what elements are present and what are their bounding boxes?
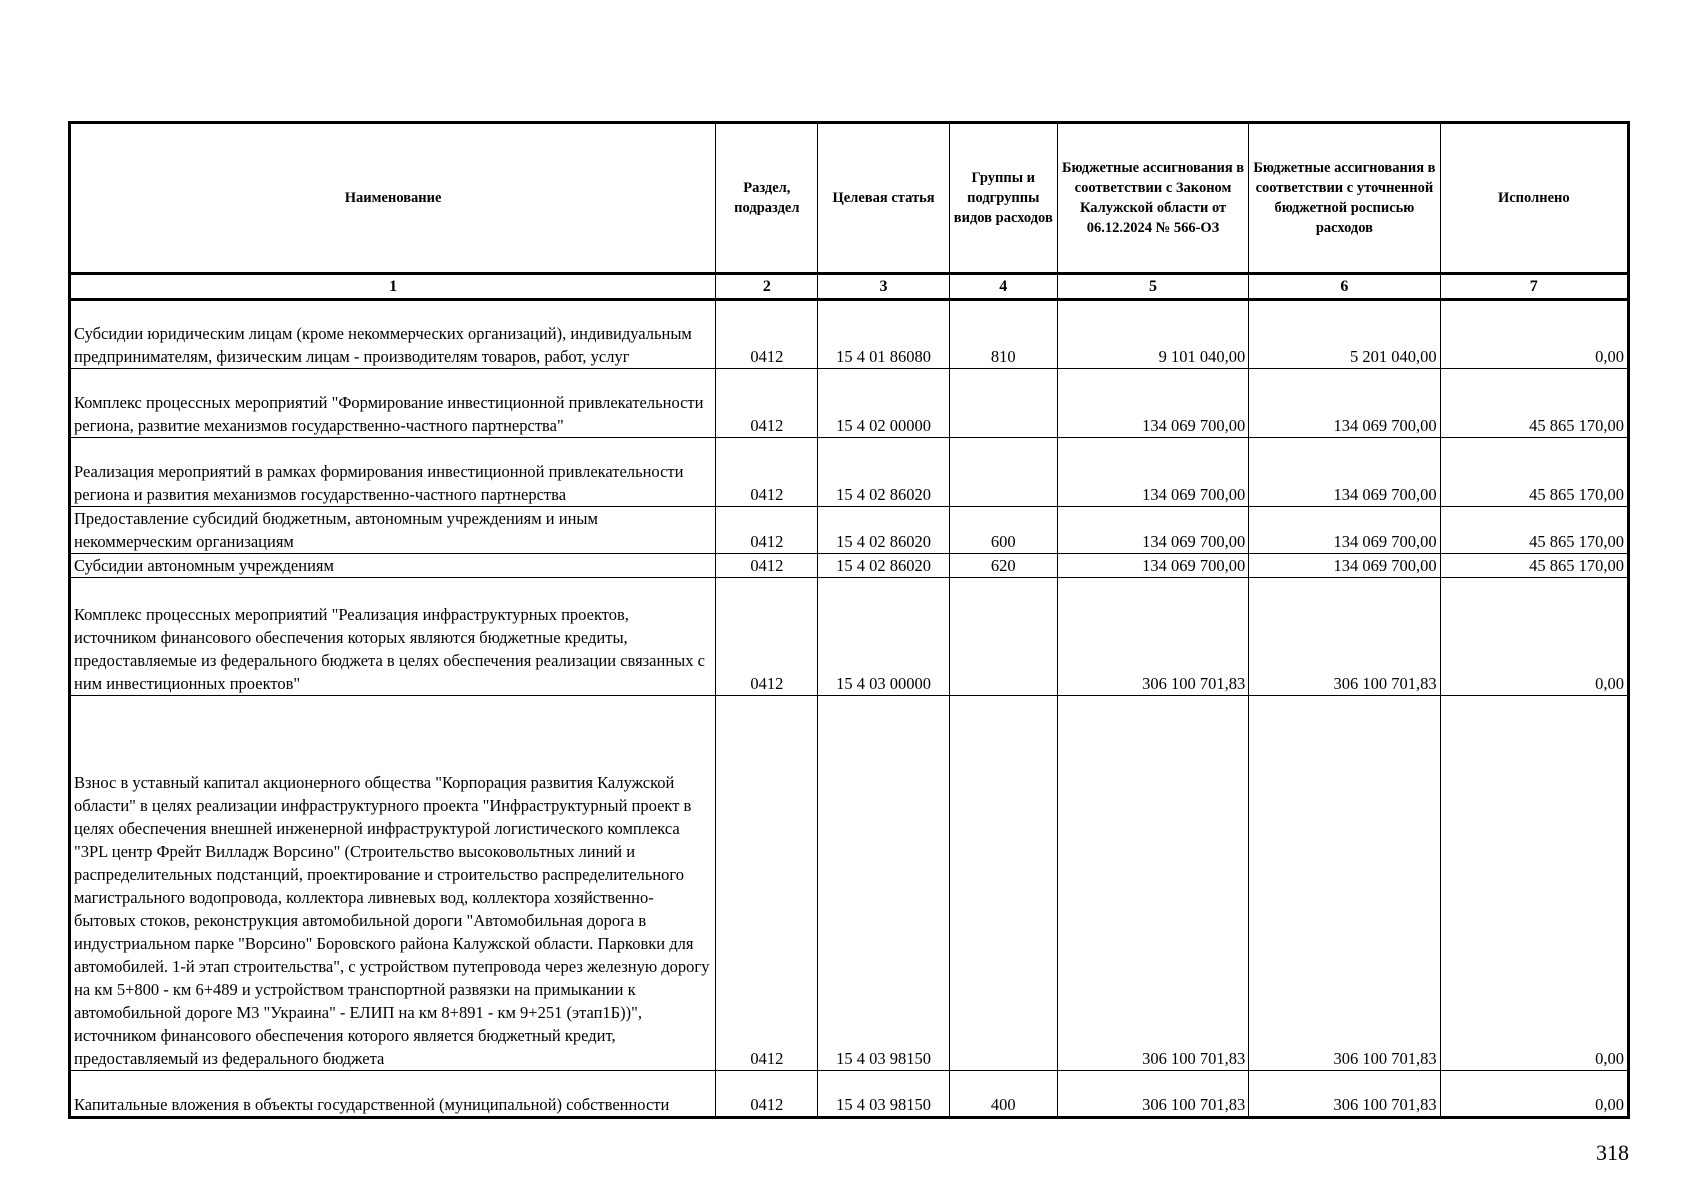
row-executed: 45 865 170,00 [1440, 507, 1628, 554]
row-name: Предоставление субсидий бюджетным, автономным учреждениям и иным некоммерческим организациям [70, 507, 716, 554]
row-name: Комплекс процессных мероприятий "Реализация инфраструктурных проектов, источником финансового обеспечения которых являются бюджетные кредиты, предоставляемые из федерального бюджета в целях обеспечения реализации связанных с ним инвестиционных проектов" [70, 578, 716, 696]
column-number: 2 [716, 274, 818, 300]
row-name: Реализация мероприятий в рамках формирования инвестиционной привлекательности региона и развития механизмов государственно-частного партнерства [70, 438, 716, 507]
row-article: 15 4 01 86080 [818, 300, 949, 369]
row-section: 0412 [716, 578, 818, 696]
column-number: 3 [818, 274, 949, 300]
table-row [70, 696, 1629, 1071]
header-row [70, 123, 1629, 274]
row-group: 810 [949, 300, 1057, 369]
row-section: 0412 [716, 507, 818, 554]
row-revised-allocation: 306 100 701,83 [1249, 696, 1440, 1071]
row-executed: 0,00 [1440, 696, 1628, 1071]
page-number: 318 [1596, 1140, 1629, 1165]
row-article: 15 4 02 86020 [818, 507, 949, 554]
row-section: 0412 [716, 1071, 818, 1118]
row-section: 0412 [716, 300, 818, 369]
row-group: 400 [949, 1071, 1057, 1118]
row-section: 0412 [716, 554, 818, 578]
table-row [70, 507, 1629, 554]
table-row [70, 1071, 1629, 1118]
row-executed: 0,00 [1440, 1071, 1628, 1118]
table-row [70, 554, 1629, 578]
header-section: Раздел, подраздел [716, 123, 818, 274]
row-group: 620 [949, 554, 1057, 578]
row-name: Субсидии юридическим лицам (кроме некоммерческих организаций), индивидуальным предпринимателям, физическим лицам - производителям товаров, работ, услуг [70, 300, 716, 369]
column-number: 7 [1440, 274, 1628, 300]
row-group [949, 369, 1057, 438]
row-revised-allocation: 5 201 040,00 [1249, 300, 1440, 369]
row-article: 15 4 02 86020 [818, 438, 949, 507]
row-group [949, 438, 1057, 507]
table-row [70, 438, 1629, 507]
column-number-row [70, 274, 1629, 300]
row-group [949, 696, 1057, 1071]
row-law-allocation: 134 069 700,00 [1057, 369, 1248, 438]
table-row [70, 300, 1629, 369]
row-revised-allocation: 134 069 700,00 [1249, 438, 1440, 507]
row-executed: 0,00 [1440, 300, 1628, 369]
table-row [70, 578, 1629, 696]
row-law-allocation: 134 069 700,00 [1057, 438, 1248, 507]
header-group: Группы и подгруппы видов расходов [949, 123, 1057, 274]
row-law-allocation: 306 100 701,83 [1057, 696, 1248, 1071]
row-law-allocation: 134 069 700,00 [1057, 507, 1248, 554]
row-executed: 0,00 [1440, 578, 1628, 696]
row-article: 15 4 03 00000 [818, 578, 949, 696]
row-group [949, 578, 1057, 696]
header-article: Целевая статья [818, 123, 949, 274]
row-group: 600 [949, 507, 1057, 554]
column-number: 1 [70, 274, 716, 300]
row-revised-allocation: 134 069 700,00 [1249, 554, 1440, 578]
header-executed: Исполнено [1440, 123, 1628, 274]
row-section: 0412 [716, 438, 818, 507]
row-revised-allocation: 134 069 700,00 [1249, 369, 1440, 438]
row-executed: 45 865 170,00 [1440, 438, 1628, 507]
column-number: 5 [1057, 274, 1248, 300]
budget-table [68, 121, 1630, 1119]
row-article: 15 4 02 00000 [818, 369, 949, 438]
row-section: 0412 [716, 369, 818, 438]
row-name: Субсидии автономным учреждениям [70, 554, 716, 578]
row-article: 15 4 03 98150 [818, 696, 949, 1071]
row-name: Комплекс процессных мероприятий "Формирование инвестиционной привлекательности региона, развитие механизмов государственно-частного партнерства" [70, 369, 716, 438]
row-law-allocation: 306 100 701,83 [1057, 1071, 1248, 1118]
row-section: 0412 [716, 696, 818, 1071]
header-name: Наименование [70, 123, 716, 274]
row-article: 15 4 03 98150 [818, 1071, 949, 1118]
row-law-allocation: 306 100 701,83 [1057, 578, 1248, 696]
row-revised-allocation: 306 100 701,83 [1249, 1071, 1440, 1118]
row-revised-allocation: 306 100 701,83 [1249, 578, 1440, 696]
row-revised-allocation: 134 069 700,00 [1249, 507, 1440, 554]
table-row [70, 369, 1629, 438]
column-number: 6 [1249, 274, 1440, 300]
column-number: 4 [949, 274, 1057, 300]
row-name: Взнос в уставный капитал акционерного общества "Корпорация развития Калужской области" в целях реализации инфраструктурного проекта "Инфраструктурный проект в целях обеспечения внешней инженерной инфраструктурой логистического комплекса "3PL центр Фрейт Вилладж Ворсино" (Строительство высоковольтных линий и распределительных подстанций, проектирование и строительство распределительного магистрального водопровода, коллектора ливневых вод, коллектора хозяйственно-бытовых стоков, реконструкция автомобильной дороги "Автомобильная дорога в индустриальном парке "Ворсино" Боровского района Калужской области. Парковки для автомобилей. 1-й этап строительства", с устройством путепровода через железную дорогу на км 5+800 - км 6+489 и устройством транспортной развязки на примыкании к автомобильной дороге М3 "Украина" - ЕЛИП на км 8+891 - км 9+251 (этап1Б))", источником финансового обеспечения которого является бюджетный кредит, предоставляемый из федерального бюджета [70, 696, 716, 1071]
row-law-allocation: 134 069 700,00 [1057, 554, 1248, 578]
row-article: 15 4 02 86020 [818, 554, 949, 578]
row-name: Капитальные вложения в объекты государственной (муниципальной) собственности [70, 1071, 716, 1118]
header-law-allocation: Бюджетные ассигнования в соответствии с Законом Калужской области от 06.12.2024 № 566-ОЗ [1057, 123, 1248, 274]
row-law-allocation: 9 101 040,00 [1057, 300, 1248, 369]
row-executed: 45 865 170,00 [1440, 369, 1628, 438]
header-revised-allocation: Бюджетные ассигнования в соответствии с уточненной бюджетной росписью расходов [1249, 123, 1440, 274]
row-executed: 45 865 170,00 [1440, 554, 1628, 578]
